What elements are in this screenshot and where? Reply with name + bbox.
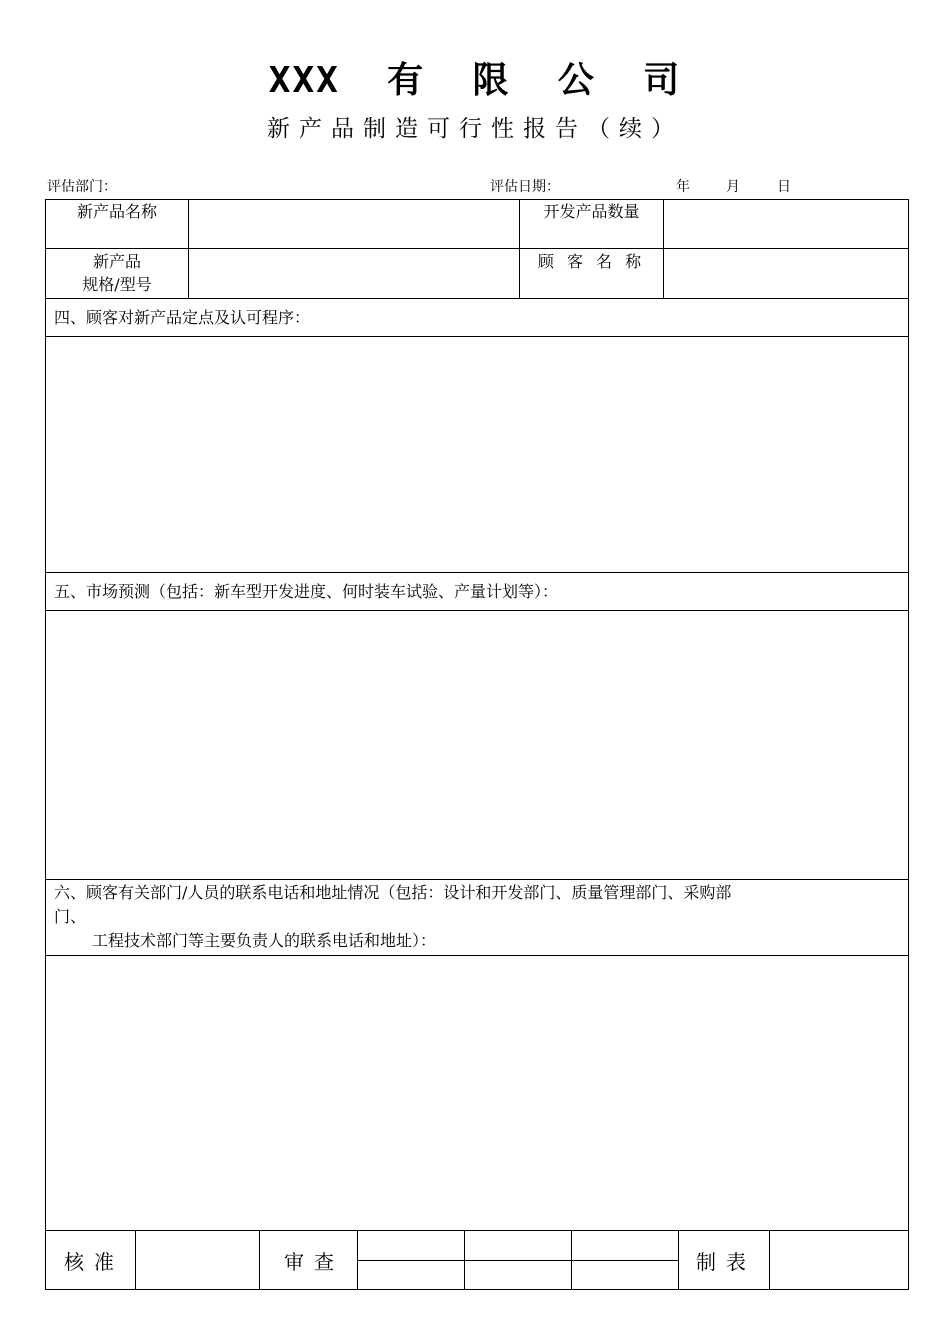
product-name-label: 新产品名称 bbox=[76, 202, 157, 221]
date-label: 评估日期： bbox=[490, 179, 560, 195]
rule bbox=[45, 879, 909, 880]
dev-quantity-label: 开发产品数量 bbox=[543, 202, 640, 221]
section-6-heading-line2: 门、 bbox=[54, 907, 87, 926]
year-label: 年 bbox=[676, 179, 690, 195]
rule bbox=[45, 298, 909, 299]
spec-label-line2: 规格/型号 bbox=[82, 275, 152, 294]
review-date-field[interactable] bbox=[465, 1261, 571, 1289]
customer-name-label: 顾 客 名 称 bbox=[537, 252, 646, 271]
rule bbox=[45, 248, 909, 249]
section-6-heading-line3: 工程技术部门等主要负责人的联系电话和地址）： bbox=[92, 931, 437, 950]
section-6-heading-line1: 六、顾客有关部门/人员的联系电话和地址情况（包括：设计和开发部门、质量管理部门、采购部 bbox=[54, 883, 732, 902]
review-label: 审查 bbox=[284, 1250, 344, 1274]
report-title: 新产品制造可行性报告（续） bbox=[267, 116, 683, 142]
section-5-heading: 五、市场预测（包括：新车型开发进度、何时装车试验、产量计划等）： bbox=[54, 582, 559, 601]
approve-signature-field[interactable] bbox=[136, 1231, 259, 1289]
rule bbox=[663, 199, 664, 299]
section-5-content-area[interactable] bbox=[46, 611, 908, 879]
review-date-field[interactable] bbox=[358, 1261, 464, 1289]
rule bbox=[678, 1230, 679, 1290]
review-date-field[interactable] bbox=[572, 1261, 678, 1289]
section-6-content-area[interactable] bbox=[46, 956, 908, 1230]
rule bbox=[259, 1230, 260, 1290]
section-4-content-area[interactable] bbox=[46, 337, 908, 572]
review-signature-field[interactable] bbox=[358, 1231, 464, 1260]
day-label: 日 bbox=[777, 179, 791, 195]
prepare-label: 制表 bbox=[696, 1250, 756, 1274]
review-signature-field[interactable] bbox=[572, 1231, 678, 1260]
review-signature-field[interactable] bbox=[465, 1231, 571, 1260]
rule bbox=[188, 199, 189, 299]
company-title: XXX 有 限 公 司 bbox=[268, 60, 682, 101]
dept-label: 评估部门： bbox=[47, 179, 117, 195]
spec-label-line1: 新产品 bbox=[92, 252, 141, 271]
section-4-heading: 四、顾客对新产品定点及认可程序： bbox=[54, 308, 311, 327]
rule bbox=[45, 572, 909, 573]
approve-label: 核准 bbox=[64, 1250, 124, 1274]
month-label: 月 bbox=[726, 179, 740, 195]
prepare-signature-field[interactable] bbox=[770, 1231, 908, 1289]
